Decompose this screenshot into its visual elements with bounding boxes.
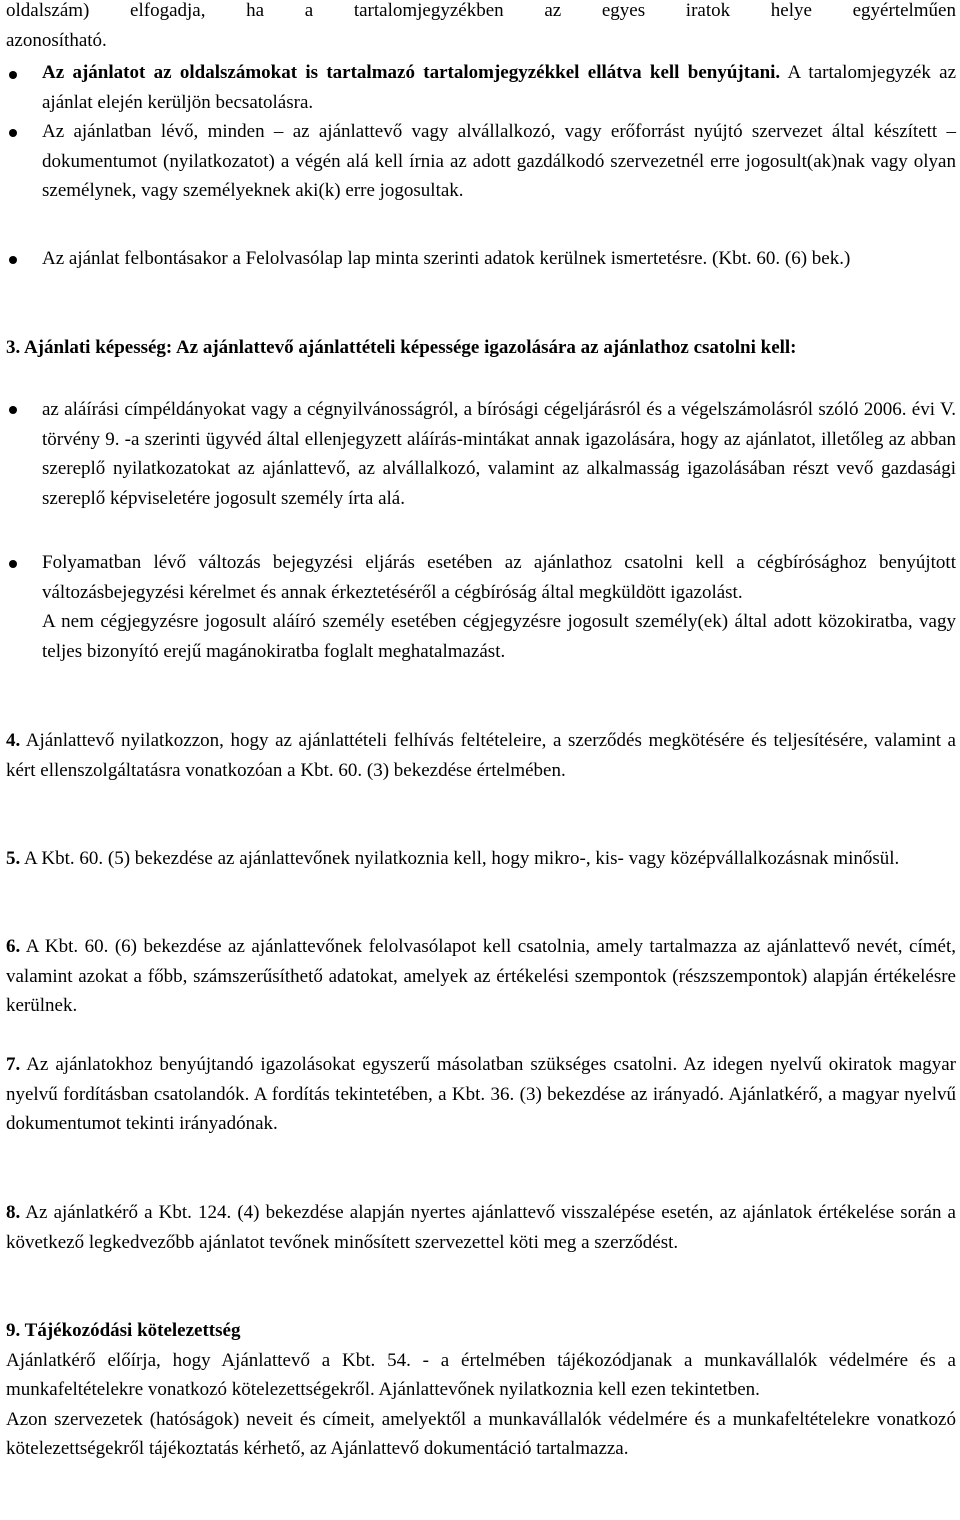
section-4 — [6, 726, 956, 785]
section-9 — [6, 1316, 956, 1464]
section-6-text: A Kbt. 60. (6) bekezdése az ajánlattevőnek felolvasólapot kell csatolnia, amely tartalmazza az ajánlattevő nevét, címét, valamint azokat a főbb, számszerűsíthető adatokat, amelyek az értékelési szempontok (részszempontok) alapján értékelésre kerülnek. — [6, 936, 956, 1016]
section-5 — [6, 844, 956, 874]
section-4-number: 4. — [6, 730, 21, 751]
bullet-icon — [9, 129, 17, 137]
section-8-number: 8. — [6, 1202, 21, 1223]
section-9-para-2: Azon szervezetek (hatóságok) neveit és címeit, amelyektől a munkavállalók védelmére és a munkafeltételekre vonatkozó kötelezettségekről tájékoztatás kérhető, az Ajánlattevő dokumentáció tartalmazza. — [6, 1408, 956, 1459]
section-9-para-1: Ajánlatkérő előírja, hogy Ajánlattevő a Kbt. 54. - a értelmében tájékozódjanak a munkavállalók védelmére és a munkafeltételekre vonatkozó kötelezettségekről. Ajánlattevőnek nyilatkoznia kell ezen tekintetben. — [6, 1349, 956, 1400]
intro-paragraph — [6, 0, 956, 55]
bullet-icon — [9, 256, 17, 264]
bullet-1-text: A tartalomjegyzék az ajánlat elején kerüljön becsatolásra. — [42, 62, 956, 113]
section-6-number: 6. — [6, 936, 21, 957]
bullet-1-bold: Az ajánlatot az oldalszámokat is tartalmazó tartalomjegyzékkel ellátva kell benyújtani. — [42, 62, 781, 83]
bullet-item-2 — [42, 117, 956, 206]
section-5-number: 5. — [6, 848, 21, 869]
section-7 — [6, 1050, 956, 1139]
section-3-bullet-2-cont: A nem cégjegyzésre jogosult aláíró személy esetében cégjegyzésre jogosult személy(ek) által adott közokiratba, vagy teljes bizonyító erejű magánokiratba foglalt meghatalmazást. — [42, 611, 956, 662]
section-9-heading: 9. Tájékozódási kötelezettség — [6, 1320, 241, 1341]
section-3-bullet-2-text: Folyamatban lévő változás bejegyzési eljárás esetében az ajánlathoz csatolni kell a cégbírósághoz benyújtott változásbejegyzési kérelmet és annak érkeztetéséről a cégbíróság által megküldött igazolást. — [42, 552, 956, 603]
section-8-text: Az ajánlatkérő a Kbt. 124. (4) bekezdése alapján nyertes ajánlattevő visszalépése esetén, az ajánlatok értékelése során a következő legkedvezőbb ajánlatot tevőnek minősített szervezettel köti meg a szerződést. — [6, 1202, 956, 1253]
intro-line-1: oldalszám) elfogadja, ha a tartalomjegyzékben az egyes iratok helye egyértelműen — [6, 0, 956, 21]
section-7-text: Az ajánlatokhoz benyújtandó igazolásokat egyszerű másolatban szükséges csatolni. Az idegen nyelvű okiratok magyar nyelvű fordításban csatolandók. A fordítás tekintetében, a Kbt. 36. (3) bekezdése az irányadó. Ajánlatkérő, a magyar nyelvű dokumentumot tekinti irányadónak. — [6, 1054, 956, 1134]
bullet-item-3 — [42, 244, 956, 274]
section-3-bullet-1-text: az aláírási címpéldányokat vagy a cégnyilvánosságról, a bírósági cégeljárásról és a végelszámolásról szóló 2006. évi V. törvény 9. -a szerinti ügyvéd által ellenjegyzett aláírás-mintákat annak igazolására, hogy az ajánlatot, illetőleg az abban szereplő nyilatkozatokat az ajánlattevő, az alvállalkozó, valamint az alkalmasság igazolásában részt vevő gazdasági szereplő képviseletére jogosult személy írta alá. — [42, 399, 956, 509]
intro-line-2: azonosítható. — [6, 29, 107, 51]
section-3-heading: 3. Ajánlati képesség: Az ajánlattevő ajánlattételi képessége igazolására az ajánlathoz csatolni kell: — [6, 337, 797, 358]
section-7-number: 7. — [6, 1054, 21, 1075]
section-3-bullet-2 — [42, 548, 956, 666]
bullet-3-text: Az ajánlat felbontásakor a Felolvasólap lap minta szerinti adatok kerülnek ismertetésre. (Kbt. 60. (6) bek.) — [42, 248, 851, 269]
section-8 — [6, 1198, 956, 1257]
section-5-text: A Kbt. 60. (5) bekezdése az ajánlattevőnek nyilatkoznia kell, hogy mikro-, kis- vagy középvállalkozásnak minősül. — [20, 848, 900, 869]
section-6 — [6, 932, 956, 1021]
bullet-2-text: Az ajánlatban lévő, minden – az ajánlattevő vagy alvállalkozó, vagy erőforrást nyújtó szervezet által készített – dokumentumot (nyilatkozatot) a végén alá kell írnia az adott gazdálkodó szervezetnél erre jogosult(ak)nak vagy olyan személynek, vagy személyeknek aki(k) erre jogosultak. — [42, 121, 956, 201]
section-4-text: Ajánlattevő nyilatkozzon, hogy az ajánlattételi felhívás feltételeire, a szerződés megkötésére és teljesítésére, valamint a kért ellenszolgáltatásra vonatkozóan a Kbt. 60. (3) bekezdése értelmében. — [6, 730, 956, 781]
bullet-icon — [9, 406, 17, 414]
section-3-bullet-1 — [42, 395, 956, 513]
bullet-item-1 — [42, 58, 956, 117]
bullet-icon — [9, 560, 17, 568]
bullet-icon — [9, 71, 17, 79]
